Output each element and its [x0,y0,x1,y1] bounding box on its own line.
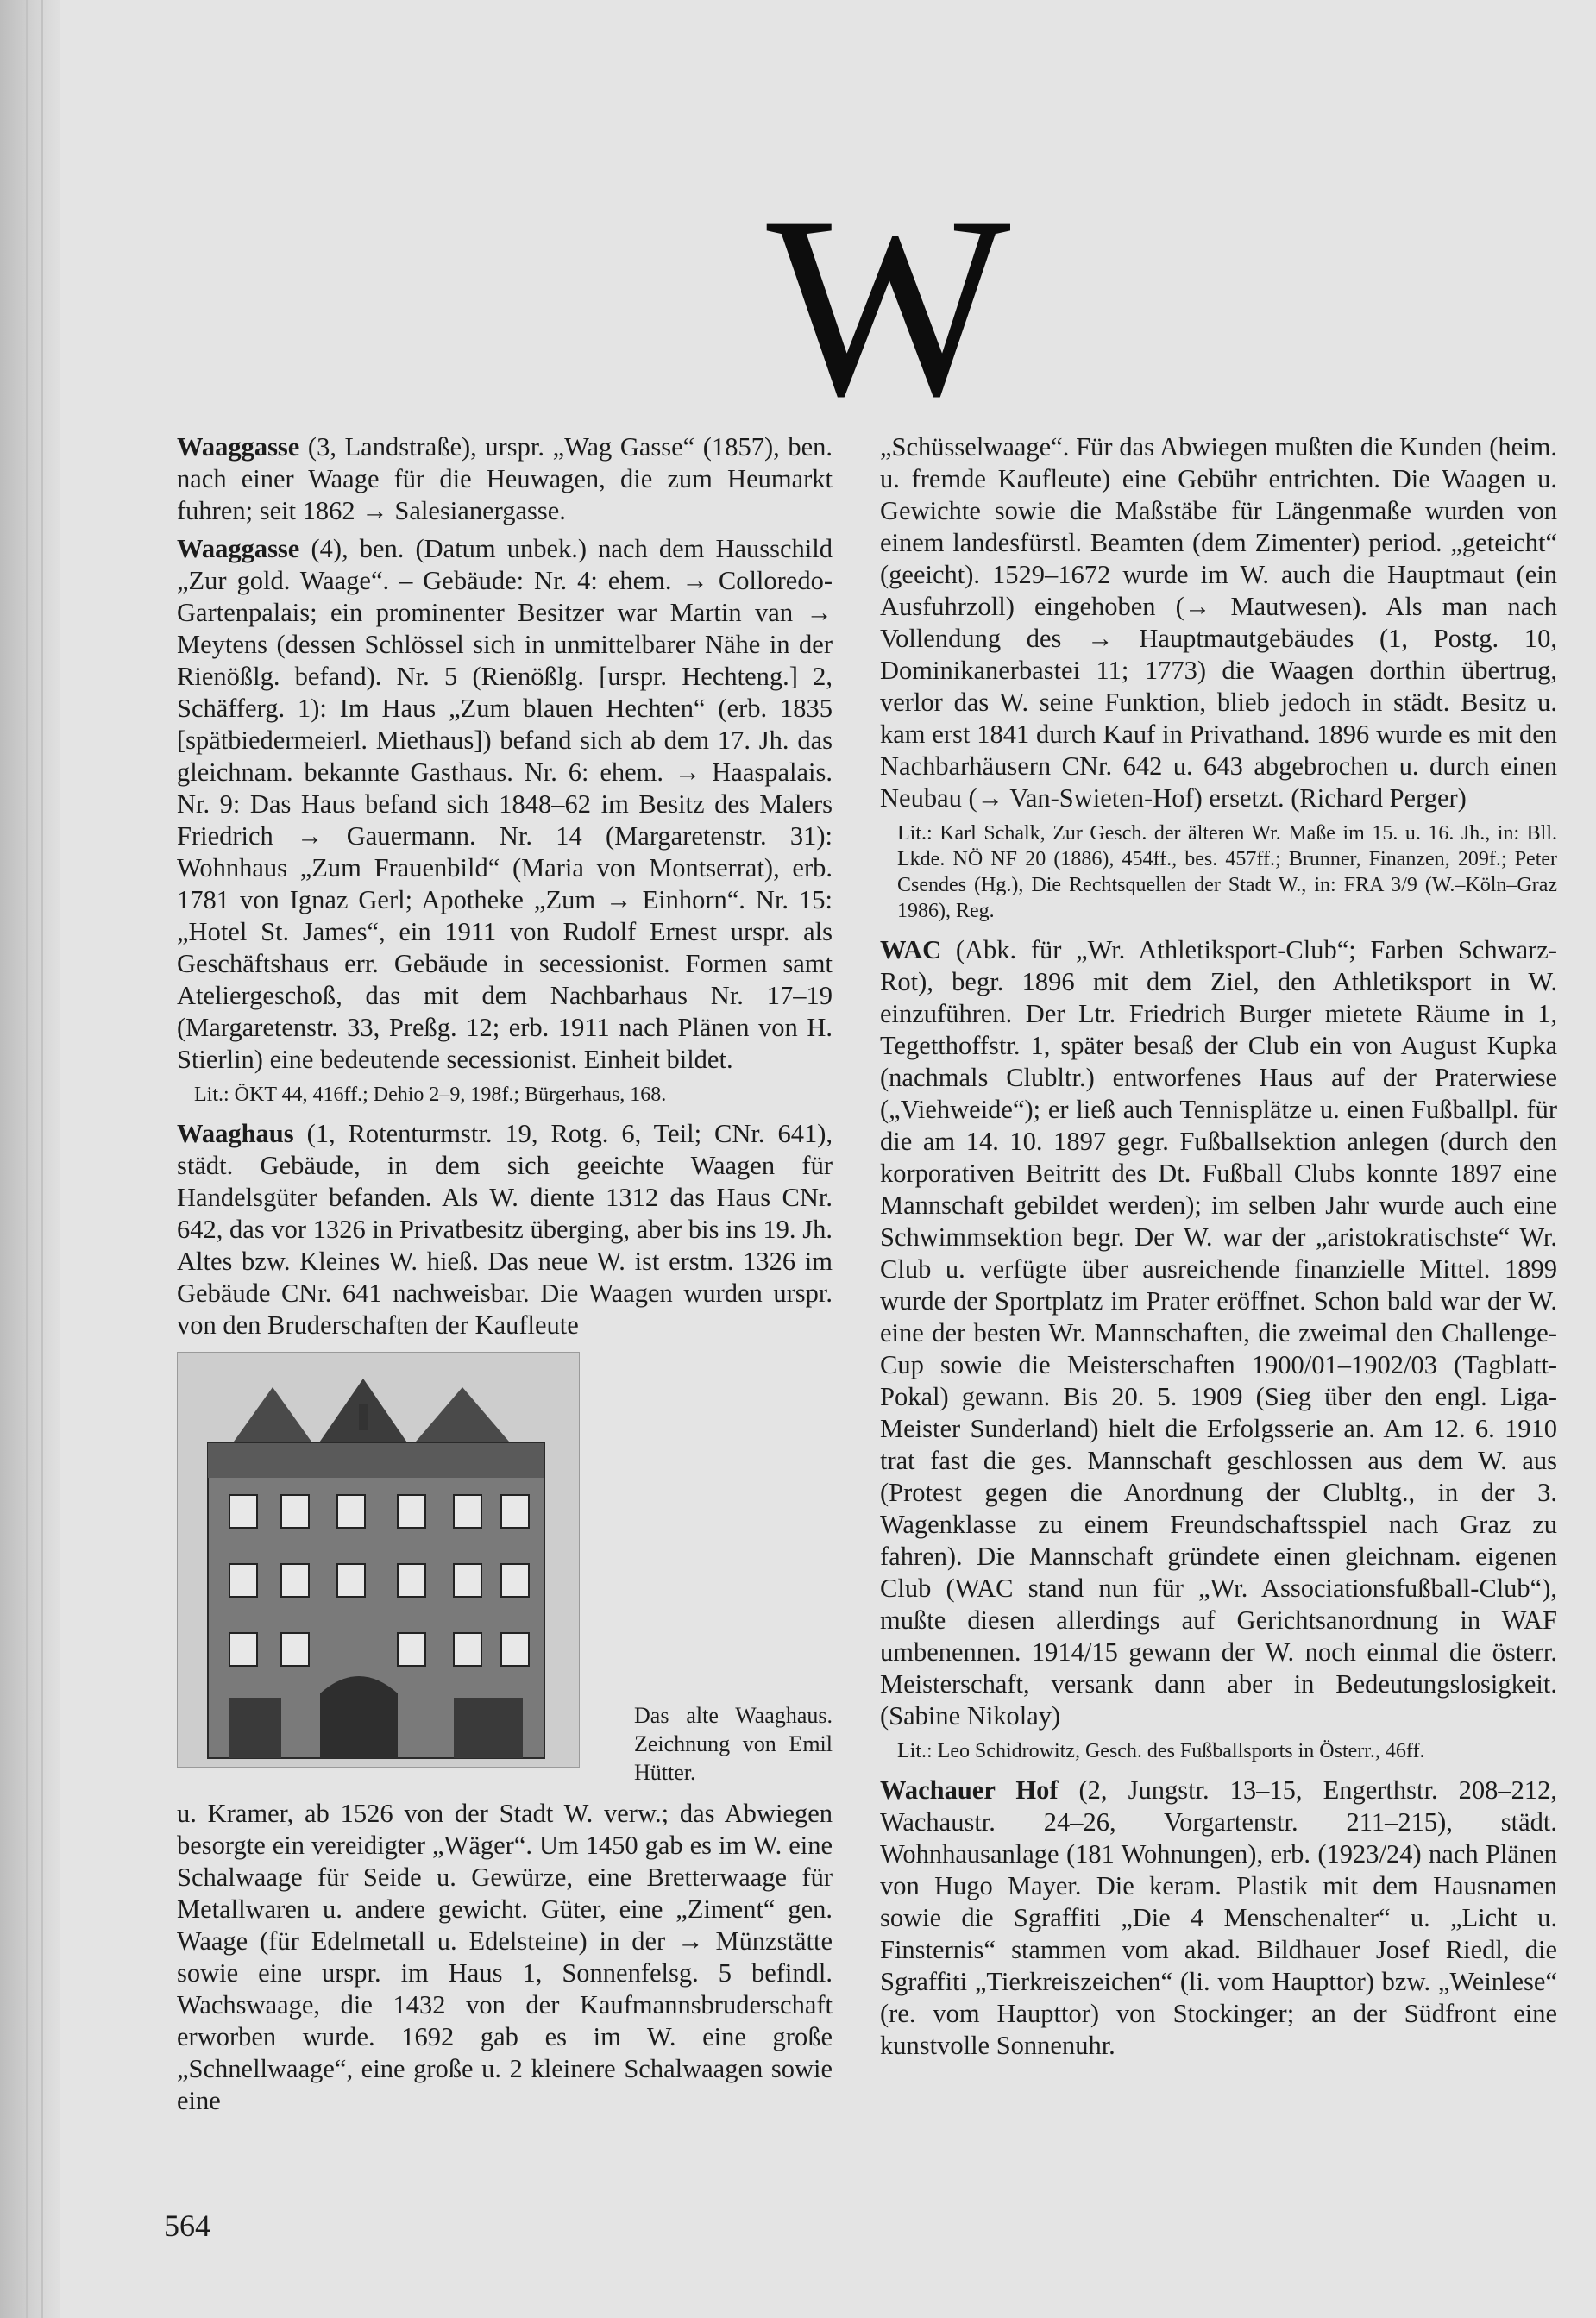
headword: Waaggasse [177,534,300,563]
entry-text: (Abk. für „Wr. Athletiksport-Club“; Farben Schwarz-Rot), begr. 1896 mit dem Ziel, den Athletiksport in W. einzuführen. Der Ltr. Friedrich Burger mietete Räume in 1, Tegetthoffstr. 1, später besaß der Club ein von August Kupka (nachmals Clubltr.) entworfenes Haus auf der Praterwiese („Viehweide“); er ließ auch Tennisplätze u. einen Fußballpl. für die am 14. 10. 1897 gegr. Fußballsektion anlegen (durch den korporativen Beitritt des Dt. Fußball Clubs konnte 1897 eine Mannschaft gebildet werden); im selben Jahr wurde auch eine Schwimmsektion begr. Der W. war der „aristokratischste“ Wr. Club u. verfügte über ausreichende finanzielle Mittel. 1899 wurde der Sportplatz im Prater eröffnet. Schon bald war der W. eine der besten Wr. Mannschaften, die zweimal den Challenge-Cup sowie die Meisterschaften 1900/01–1902/03 (Tagblatt-Pokal) gewann. Bis 20. 5. 1909 (Sieg über den engl. Liga-Meister Sunderland) hielt die Erfolgsserie an. Am 12. 6. 1910 trat fast die ges. Mannschaft geschlossen aus dem W. aus (Protest gegen die Anordnung der Clubltg., in der 3. Wagenklasse zu einem Freundschaftsspiel nach Graz zu fahren). Die Mannschaft gründete einen gleichnam. eigenen Club (WAC stand nun für „Wr. Associationsfußball-Club“), mußte diesen allerdings auf Gerichtsanordnung in WAF umbenennen. 1914/15 gewann der W. noch einmal die österr. Meisterschaft, versank dann aber in Bedeutungslosigkeit. (Sabine Nikolay) [880,935,1557,1731]
figure-caption: Das alte Waaghaus. Zeichnung von Emil Hütter. [634,1703,833,1785]
headword: Wachauer Hof [880,1775,1059,1805]
book-spine-shadow [0,0,60,2318]
entry-text: (2, Jungstr. 13–15, Engerthstr. 208–212, Wachaustr. 24–26, Vorgartenstr. 211–215), städt. Wohnhausanlage (181 Wohnungen), erb. (1923/24) nach Plänen von Hugo Mayer. Die keram. Plastik mit dem Hausnamen sowie die Sgraffiti „Die 4 Menschenalter“ u. „Licht u. Finsternis“ stammen vom akad. Bildhauer Josef Riedl, die Sgraffiti „Tierkreiszeichen“ (li. vom Haupttor) bzw. „Weinlese“ (re. vom Haupttor) von Stockinger; an der Südfront eine kunstvolle Sonnenuhr. [880,1775,1558,2060]
figure [177,1352,833,1787]
entry-text: (3, Landstraße), urspr. „Wag Gasse“ (1857), ben. nach einer Waage für die Heuwagen, die zum Heumarkt fuhren; seit 1862 → Salesianergasse. [177,432,833,525]
entry-text: (4), ben. (Datum unbek.) nach dem Hausschild „Zur gold. Waage“. – Gebäude: Nr. 4: ehem. → Colloredo-Gartenpalais; ein prominenter Besitzer war Martin van → Meytens (dessen Schlössel sich in unmittelbarer Nähe in der Rienößlg. befand). Nr. 5 (Rienößlg. [urspr. Hechteng.] 2, Schäfferg. 1): Im Haus „Zum blauen Hechten“ (erb. 1835 [spätbiedermeierl. Miethaus]) befand sich ab dem 17. Jh. das gleichnam. bekannte Gasthaus. Nr. 6: ehem. → Haaspalais. Nr. 9: Das Haus befand sich 1848–62 im Besitz des Malers Friedrich → Gauermann. Nr. 14 (Margaretenstr. 31): Wohnhaus „Zum Frauenbild“ (Maria von Montserrat), erb. 1781 von Ignaz Gerl; Apotheke „Zum → Einhorn“. Nr. 15: „Hotel St. James“, ein 1911 von Rudolf Ernest urspr. als Geschäftshaus err. Gebäude in secessionist. Formen samt Ateliergeschoß, das mit dem Nachbarhaus Nr. 17–19 (Margaretenstr. 33, Preßg. 12; erb. 1911 nach Plänen von H. Stierlin) eine bedeutende secessionist. Einheit bildet. [177,534,833,1074]
entry-wac [880,934,1557,1732]
left-column [177,431,833,2123]
headword: Waaghaus [177,1119,294,1148]
page-edge-line [41,0,43,2318]
entry-waaghaus-continuation: u. Kramer, ab 1526 von der Stadt W. verw.; das Abwiegen besorgte ein vereidigter „Wäger“. Um 1450 gab es im W. eine Schalwaage für Seide u. Gewürze, eine Bretterwaage für Metallwaren u. andere gewicht. Güter, eine „Ziment“ gen. Waage (für Edelmetall u. Edelsteine) in der → Münzstätte sowie eine urspr. im Haus 1, Sonnenfelsg. 5 befindl. Wachswaage, die 1432 von der Kaufmannsbruderschaft erworben wurde. 1692 gab es im W. eine große „Schnellwaage“, eine große u. 2 kleinere Schalwaagen sowie eine [177,1799,833,2115]
entry-wachauer-hof [880,1775,1557,2062]
literature-note: Lit.: Leo Schidrowitz, Gesch. des Fußballsports in Österr., 46ff. [897,1740,1425,1762]
entry-waaghaus [177,1118,833,1341]
literature-note: Lit.: Karl Schalk, Zur Gesch. der älteren Wr. Maße im 15. u. 16. Jh., in: Bll. Lkde. NÖ NF 20 (1886), 454ff., bes. 457ff.; Brunner, Finanzen, 209f.; Peter Csendes (Hg.), Die Rechtsquellen der Stadt W., in: FRA 3/9 (W.–Köln–Graz 1986), Reg. [897,822,1557,922]
headword: Waaggasse [177,432,300,462]
waaghaus-drawing-image [177,1352,580,1768]
right-column [880,431,1557,2068]
entry-waaggasse-4 [177,533,833,1076]
entry-waaghaus-end: „Schüsselwaage“. Für das Abwiegen mußten die Kunden (heim. u. fremde Kaufleute) eine Gebühr entrichten. Die Waagen u. Gewichte sowie die Maßstäbe für Längenmaße wurden von einem landesfürstl. Beamten (dem Zimenter) period. „geteicht“ (geeicht). 1529–1672 wurde im W. auch die Hauptmaut (ein Ausfuhrzoll) eingehoben (→ Mautwesen). Als man nach Vollendung des → Hauptmautgebäudes (1, Postg. 10, Dominikanerbastei 11; 1773) die Waagen dorthin übertrug, verlor das W. seine Funktion, blieb jedoch in städt. Besitz u. kam erst 1841 durch Kauf in Privathand. 1896 wurde es mit den Nachbarhäusern CNr. 642 u. 643 abgebrochen u. durch einen Neubau (→ Van-Swieten-Hof) ersetzt. (Richard Perger) [880,432,1557,813]
section-letter: W [766,163,1011,449]
headword: WAC [880,935,942,964]
entry-waaggasse-3 [177,431,833,527]
literature-note: Lit.: ÖKT 44, 416ff.; Dehio 2–9, 198f.; Bürgerhaus, 168. [194,1084,667,1106]
page-edge-line [26,0,28,2318]
page-number: 564 [164,2208,210,2243]
entry-text: (1, Rotenturmstr. 19, Rotg. 6, Teil; CNr. 641), städt. Gebäude, in dem sich geeichte Waagen für Handelsgüter befanden. Als W. diente 1312 das Haus CNr. 642, das vor 1326 in Privatbesitz überging, aber bis ins 19. Jh. Altes bzw. Kleines W. hieß. Das neue W. ist erstm. 1326 im Gebäude CNr. 641 nachweisbar. Die Waagen wurden urspr. von den Bruderschaften der Kaufleute [177,1119,833,1340]
